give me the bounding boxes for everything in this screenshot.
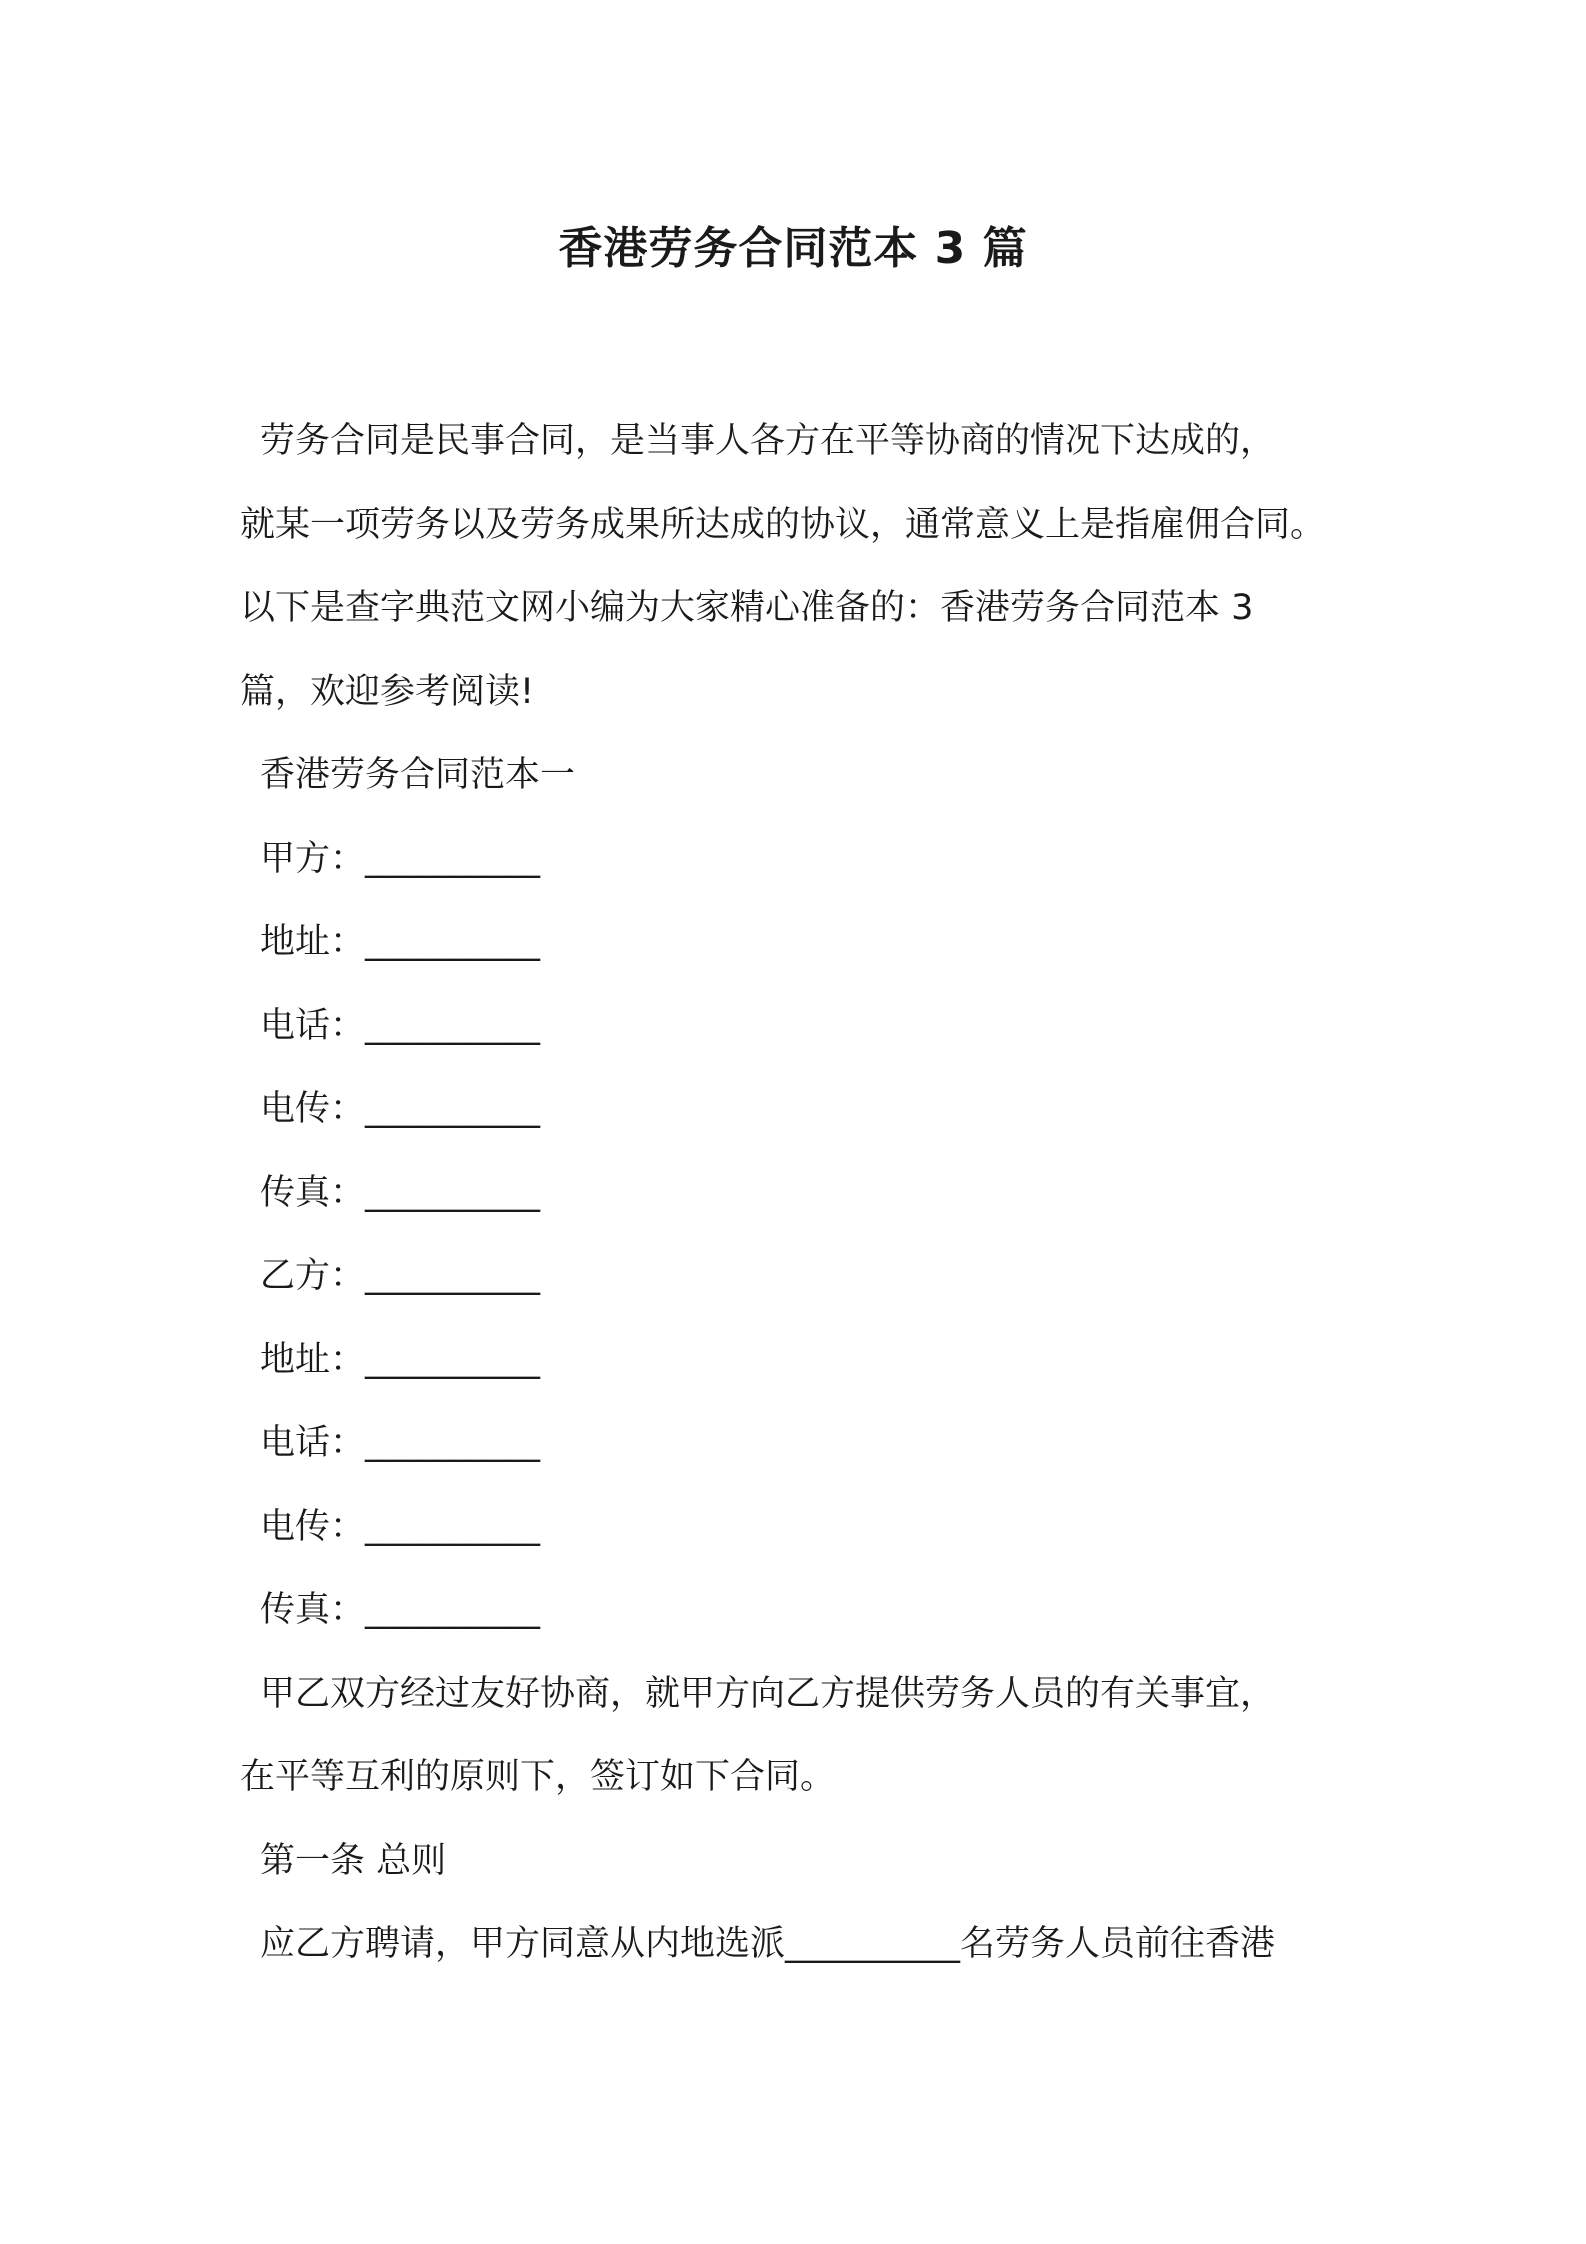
article-heading: 第一条 总则 [260,1840,447,1881]
party-a-address-field: 地址：__________ [260,922,541,962]
intro-line-3: 以下是查字典范文网小编为大家精心准备的：香港劳务合同范本 3 [240,588,1254,628]
document-title: 香港劳务合同范本 3 篇 [558,223,1028,274]
agreement-line-2: 在平等互利的原则下，签订如下合同。 [240,1757,836,1797]
party-a-phone-field: 电话：__________ [260,1005,541,1046]
document-body [240,400,1380,1987]
party-b-phone-field: 电话：__________ [260,1423,541,1463]
party-b-name-field: 乙方：__________ [260,1256,541,1296]
party-a-telex-field: 电传：__________ [260,1089,541,1129]
intro-line-4: 篇，欢迎参考阅读! [240,671,535,712]
party-a-fax-field: 传真：__________ [260,1172,541,1213]
agreement-line-1: 甲乙双方经过友好协商，就甲方向乙方提供劳务人员的有关事宜， [260,1673,1276,1714]
party-b-fax-field: 传真：__________ [260,1590,541,1630]
intro-line-1: 劳务合同是民事合同，是当事人各方在平等协商的情况下达成的， [260,421,1276,461]
section-heading: 香港劳务合同范本一 [260,755,576,795]
party-b-telex-field: 电传：__________ [260,1506,541,1547]
party-a-name-field: 甲方：__________ [260,838,541,879]
party-b-address-field: 地址：__________ [260,1339,541,1380]
article-text-line: 应乙方聘请，甲方同意从内地选派__________名劳务人员前往香港 [260,1924,1276,1964]
intro-line-2: 就某一项劳务以及劳务成果所达成的协议，通常意义上是指雇佣合同。 [240,504,1326,545]
